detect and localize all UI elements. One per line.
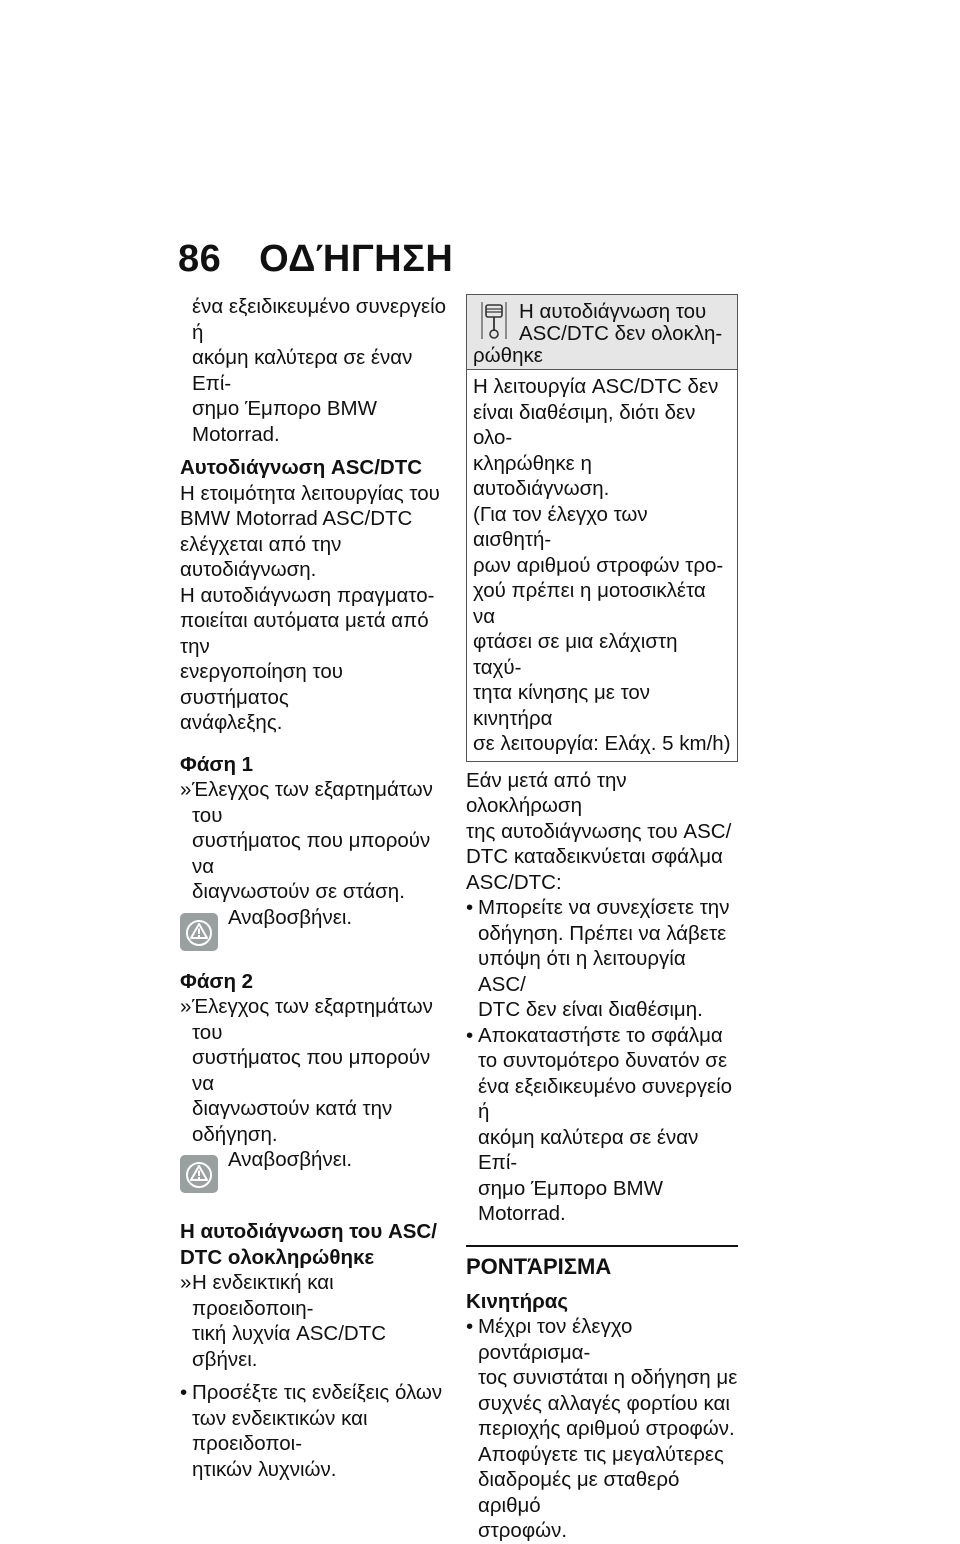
- text-line: Η ενδεικτική και προειδοποιη-: [192, 1271, 334, 1320]
- text-line: περιοχής αριθμού στροφών.: [478, 1417, 735, 1440]
- text-line: συστήματος που μπορούν να: [192, 1046, 431, 1095]
- text-line: συστήματος που μπορούν να: [192, 829, 431, 878]
- text-line: ρων αριθμού στροφών τρο-: [473, 553, 724, 577]
- text-line: (Για τον έλεγχο των αισθητή-: [473, 502, 648, 551]
- text-line: στροφών.: [478, 1519, 568, 1542]
- step-marker: »: [180, 1271, 192, 1294]
- phase1-step: [180, 777, 452, 905]
- bullet-marker: •: [180, 1381, 188, 1404]
- notice-title-line: Η αυτοδιάγνωση του: [519, 300, 707, 323]
- phase1-indicator: [180, 905, 452, 961]
- section-title: ΟΔΉΓΗΣΗ: [259, 238, 454, 280]
- notice-title-line: ASC/DTC δεν ολοκλη-: [519, 322, 723, 345]
- step-marker: »: [180, 778, 192, 801]
- bullet-marker: •: [466, 1315, 474, 1338]
- complete-heading: [180, 1219, 452, 1270]
- text-line: συχνές αλλαγές φορτίου και: [478, 1391, 730, 1415]
- asc-dtc-warning-icon: [180, 913, 218, 951]
- text-line: υπόψη ότι η λειτουργία ASC/: [478, 947, 686, 996]
- text-line: χού πρέπει η μοτοσικλέτα να: [473, 579, 706, 628]
- intro-paragraph: [180, 294, 452, 447]
- phase2-heading: Φάση 2: [180, 969, 254, 993]
- text-line: ASC/DTC:: [466, 870, 562, 894]
- text-line: ποιείται αυτόματα μετά από την: [180, 609, 429, 658]
- text-line: ελέγχεται από την αυτοδιάγνωση.: [180, 532, 342, 581]
- text-line: DTC δεν είναι διαθέσιμη.: [478, 998, 703, 1021]
- section-divider: [466, 1245, 738, 1281]
- text-line: Μέχρι τον έλεγχο ροντάρισμα-: [478, 1315, 633, 1364]
- phase1-heading: Φάση 1: [180, 752, 254, 776]
- text-line: Η λειτουργία ASC/DTC δεν: [473, 375, 719, 398]
- break-in-title: ΡΟΝΤΆΡΙΣΜΑ: [466, 1253, 612, 1279]
- text-line: Μπορείτε να συνεχίσετε την: [478, 896, 730, 919]
- text-line: σε λειτουργία: Ελάχ. 5 km/h): [473, 732, 731, 755]
- heading-line: DTC ολοκληρώθηκε: [180, 1245, 375, 1269]
- text-line: Εάν μετά από την ολοκλήρωση: [466, 768, 627, 817]
- left-column: [180, 294, 452, 1482]
- text-line: οδήγηση. Πρέπει να λάβετε: [478, 921, 727, 945]
- text-line: διαδρομές με σταθερό αριθμό: [478, 1468, 680, 1517]
- notice-header: [467, 295, 737, 370]
- text-line: τος συνιστάται η οδήγηση με: [478, 1366, 738, 1389]
- right-column: [466, 294, 738, 1544]
- observe-bullet: [180, 1380, 452, 1482]
- text-line: Αποκαταστήστε το σφάλμα: [478, 1023, 723, 1047]
- text-line: Έλεγχος των εξαρτημάτων του: [192, 995, 433, 1044]
- repair-bullet: [466, 1023, 738, 1227]
- text-line: τητα κίνησης με τον κινητήρα: [473, 681, 651, 730]
- text-line: ακόμη καλύτερα σε έναν Επί-: [478, 1125, 699, 1174]
- phase2-step: [180, 994, 452, 1147]
- text-line: της αυτοδιάγνωσης του ASC/: [466, 819, 732, 843]
- engine-heading: Κινητήρας: [466, 1289, 569, 1313]
- text-line: τική λυχνία ASC/DTC σβήνει.: [192, 1322, 387, 1371]
- heading-line: Η αυτοδιάγνωση του ASC/: [180, 1220, 437, 1243]
- text-line: Η αυτοδιάγνωση πραγματο-: [180, 583, 435, 607]
- selftest-incomplete-notice: [466, 294, 738, 762]
- text-line: είναι διαθέσιμη, διότι δεν ολο-: [473, 400, 696, 449]
- text-line: σημο Έμπορο BMW Motorrad.: [192, 397, 377, 446]
- text-line: διαγνωστούν κατά την οδήγηση.: [192, 1097, 393, 1146]
- text-line: ακόμη καλύτερα σε έναν Επί-: [192, 346, 413, 395]
- notice-title-line: ρώθηκε: [473, 344, 543, 367]
- text-line: ένα εξειδικευμένο συνεργείο ή: [478, 1074, 733, 1123]
- text-line: φτάσει σε μια ελάχιστη ταχύ-: [473, 630, 678, 679]
- text-line: σημο Έμπορο BMW Motorrad.: [478, 1176, 663, 1225]
- text-line: DTC καταδεικνύεται σφάλμα: [466, 845, 723, 868]
- bullet-marker: •: [466, 896, 474, 919]
- phase2-indicator: [180, 1147, 452, 1203]
- text-line: ανάφλεξης.: [180, 711, 283, 734]
- blink-text: Αναβοσβήνει.: [228, 905, 353, 929]
- text-line: κληρώθηκε η αυτοδιάγνωση.: [473, 451, 610, 500]
- page-number: 86: [178, 238, 222, 280]
- text-line: Η ετοιμότητα λειτουργίας του: [180, 481, 440, 505]
- page-header: [178, 238, 453, 282]
- text-line: ενεργοποίηση του συστήματος: [180, 660, 343, 709]
- text-line: διαγνωστούν σε στάση.: [192, 880, 405, 903]
- complete-step: [180, 1270, 452, 1372]
- text-line: ητικών λυχνιών.: [192, 1457, 337, 1481]
- text-line: ένα εξειδικευμένο συνεργείο ή: [192, 295, 447, 344]
- text-line: BMW Motorrad ASC/DTC: [180, 507, 413, 530]
- engine-piston-icon: [481, 301, 507, 341]
- blink-text: Αναβοσβήνει.: [228, 1148, 353, 1171]
- text-line: το συντομότερο δυνατόν σε: [478, 1049, 728, 1072]
- text-line: Προσέξτε τις ενδείξεις όλων: [192, 1381, 443, 1404]
- selftest-paragraph: [180, 481, 452, 736]
- notice-body: [467, 370, 737, 761]
- text-line: Έλεγχος των εξαρτημάτων του: [192, 778, 433, 827]
- text-line: των ενδεικτικών και προειδοποι-: [192, 1406, 368, 1455]
- engine-bullet: [466, 1314, 738, 1544]
- selftest-heading: Αυτοδιάγνωση ASC/DTC: [180, 456, 423, 479]
- error-paragraph: [466, 768, 738, 896]
- asc-dtc-warning-icon: [180, 1155, 218, 1193]
- text-line: Αποφύγετε τις μεγαλύτερες: [478, 1442, 724, 1466]
- bullet-marker: •: [466, 1023, 474, 1047]
- continue-bullet: [466, 895, 738, 1023]
- step-marker: »: [180, 995, 192, 1018]
